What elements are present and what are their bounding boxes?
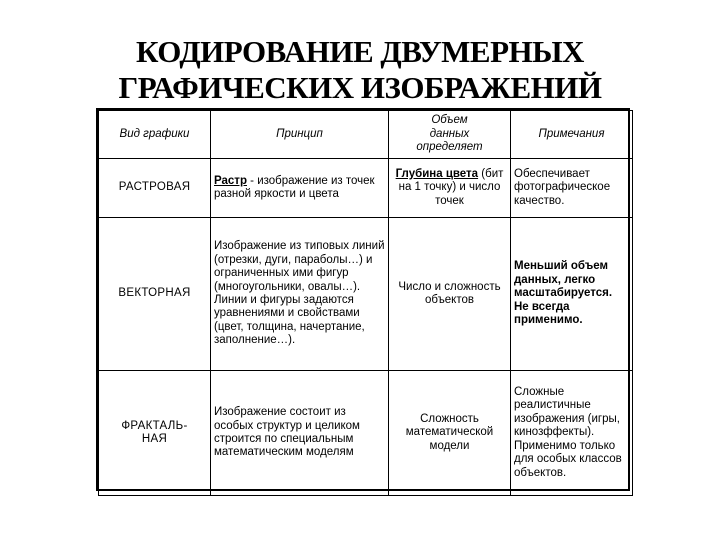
slide-title [0,34,720,106]
table-row-fractal [99,371,633,496]
raster-volume [389,159,511,218]
table-row-vector [99,218,633,371]
raster-kind: РАСТРОВАЯ [99,159,211,218]
header-volume [389,111,511,159]
fractal-kind-line-1: ФРАКТАЛЬ- [121,419,188,432]
header-volume-line-1: Объем [431,114,468,127]
fractal-principle: Изображение состоит из особых структур и целиком строится по специальным математическим моделям [211,371,389,496]
header-kind: Вид графики [99,111,211,159]
title-line-2: ГРАФИЧЕСКИХ ИЗОБРАЖЕНИЙ [118,70,602,105]
vector-volume: Число и сложность объектов [389,218,511,371]
vector-kind: ВЕКТОРНАЯ [99,218,211,371]
color-depth-term: Глубина цвета [395,167,479,180]
header-volume-line-3: определяет [416,141,483,154]
fractal-volume: Сложность математической модели [389,371,511,496]
encoding-table [98,110,633,496]
raster-principle [211,159,389,218]
vector-note: Меньший объем данных, легко масштабируется. Не всегда применимо. [511,218,633,371]
table-header-row [99,111,633,159]
vector-principle: Изображение из типовых линий (отрезки, дуги, параболы…) и ограниченных ими фигур (многоугольники, овалы…). Линии и фигуры задаются уравнениями и свойствами (цвет, толщина, начертание, заполнение…). [211,218,389,371]
table-row-raster [99,159,633,218]
raster-principle-text: - изображение из точек разной яркости и цвета [214,174,375,200]
header-note: Примечания [511,111,633,159]
raster-note: Обеспечивает фотографическое качество. [511,159,633,218]
fractal-kind [99,371,211,496]
fractal-note: Сложные реалистичные изображения (игры, кинозффекты). Применимо только для особых классов объектов. [511,371,633,496]
title-line-1: КОДИРОВАНИЕ ДВУМЕРНЫХ [136,34,584,69]
raster-volume-text: (бит на 1 точку) и число точек [398,167,504,207]
raster-term: Растр [214,174,247,187]
encoding-table-frame [96,108,630,491]
fractal-kind-line-2: НАЯ [141,433,168,445]
header-volume-line-2: данных [429,127,470,140]
header-principle: Принцип [211,111,389,159]
